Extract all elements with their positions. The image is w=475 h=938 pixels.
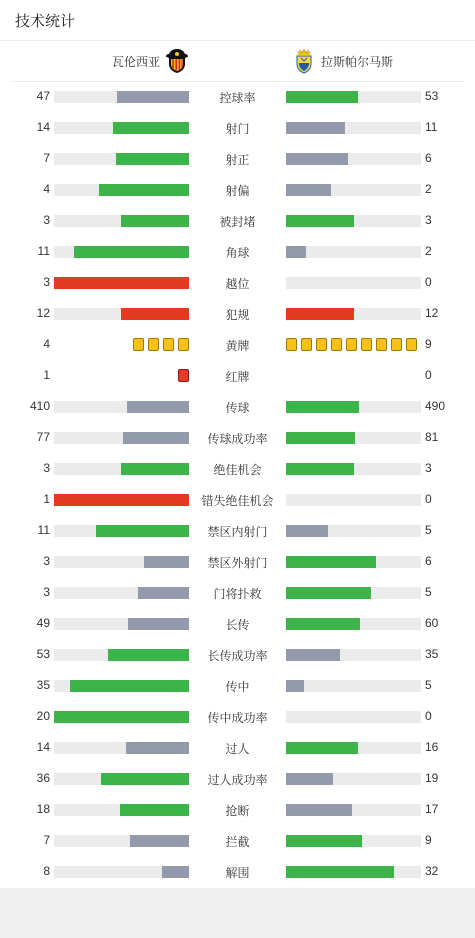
- home-value: 3: [43, 585, 50, 599]
- home-value: 47: [36, 89, 50, 103]
- home-value: 53: [36, 647, 50, 661]
- stat-row: [0, 702, 475, 733]
- stat-label: 角球: [225, 246, 250, 260]
- away-value: 60: [425, 616, 439, 630]
- away-bar-fill: [286, 184, 331, 196]
- home-bar-fill: [123, 432, 189, 444]
- yellow-card-icon: [148, 338, 159, 351]
- away-bar-track: [286, 618, 421, 630]
- home-value: 36: [36, 771, 50, 785]
- stat-row: [0, 299, 475, 330]
- away-value: 5: [425, 678, 432, 692]
- yellow-card-icon: [346, 338, 357, 351]
- away-bar-track: [286, 401, 421, 413]
- home-bar-fill: [127, 401, 189, 413]
- stat-row: [0, 82, 475, 113]
- home-bar-track: [54, 401, 189, 413]
- away-bar-fill: [286, 680, 304, 692]
- home-bar-fill: [116, 153, 189, 165]
- home-bar-fill: [138, 587, 189, 599]
- stat-label: 射偏: [225, 184, 250, 198]
- away-value: 9: [425, 833, 432, 847]
- home-bar-track: [54, 866, 189, 878]
- away-value: 0: [425, 709, 432, 723]
- away-bar-track: [286, 835, 421, 847]
- away-bar-track: [286, 587, 421, 599]
- stat-label: 控球率: [219, 91, 256, 105]
- away-bar-track: [286, 773, 421, 785]
- away-value: 3: [425, 213, 432, 227]
- yellow-card-icon: [376, 338, 387, 351]
- home-bar-fill: [144, 556, 189, 568]
- stat-label: 传中成功率: [207, 711, 268, 725]
- away-bar-fill: [286, 618, 360, 630]
- yellow-card-icon: [361, 338, 372, 351]
- yellow-card-icon: [178, 338, 189, 351]
- away-value: 490: [425, 399, 446, 413]
- stat-label: 犯规: [225, 308, 250, 322]
- away-bar-track: [286, 153, 421, 165]
- home-value: 3: [43, 275, 50, 289]
- home-bar-track: [54, 835, 189, 847]
- away-bar-fill: [286, 432, 355, 444]
- away-value: 35: [425, 647, 439, 661]
- away-value: 81: [425, 430, 439, 444]
- stat-label: 传中: [225, 680, 250, 694]
- home-team[interactable]: [112, 41, 189, 81]
- away-bar-fill: [286, 215, 354, 227]
- home-bar-track: [54, 432, 189, 444]
- home-value: 77: [36, 430, 50, 444]
- yellow-card-icon: [406, 338, 417, 351]
- home-bar-track: [54, 680, 189, 692]
- home-bar-track: [54, 525, 189, 537]
- home-bar-fill: [121, 463, 189, 475]
- yellow-card-icon: [316, 338, 327, 351]
- stat-row: [0, 764, 475, 795]
- away-bar-fill: [286, 835, 362, 847]
- away-bar-track: [286, 463, 421, 475]
- home-value: 7: [43, 151, 50, 165]
- yellow-card-icon: [133, 338, 144, 351]
- home-bar-track: [54, 711, 189, 723]
- away-team[interactable]: [292, 41, 393, 81]
- home-value: 3: [43, 554, 50, 568]
- stat-label: 被封堵: [219, 215, 256, 229]
- away-value: 3: [425, 461, 432, 475]
- stat-label: 传球: [225, 401, 250, 415]
- home-value: 14: [36, 740, 50, 754]
- home-bar-fill: [113, 122, 189, 134]
- away-bar-fill: [286, 308, 354, 320]
- home-bar-fill: [108, 649, 189, 661]
- home-value: 1: [43, 368, 50, 382]
- away-bar-track: [286, 556, 421, 568]
- home-bar-fill: [96, 525, 189, 537]
- las-palmas-crest-icon: [292, 48, 316, 74]
- away-bar-track: [286, 277, 421, 289]
- stat-label: 长传成功率: [207, 649, 268, 663]
- home-bar-track: [54, 649, 189, 661]
- home-bar-track: [54, 277, 189, 289]
- stat-label: 门将扑救: [213, 587, 262, 601]
- stat-row: [0, 795, 475, 826]
- away-bar-fill: [286, 556, 376, 568]
- stat-row: [0, 578, 475, 609]
- home-bar-fill: [126, 742, 189, 754]
- away-bar-fill: [286, 153, 348, 165]
- away-value: 6: [425, 554, 432, 568]
- away-value: 5: [425, 585, 432, 599]
- home-value: 3: [43, 213, 50, 227]
- away-value: 32: [425, 864, 439, 878]
- away-bar-fill: [286, 401, 359, 413]
- home-value: 49: [36, 616, 50, 630]
- away-bar-track: [286, 649, 421, 661]
- stat-label: 禁区外射门: [207, 556, 268, 570]
- page-title: 技术统计: [15, 13, 76, 30]
- away-bar-track: [286, 432, 421, 444]
- home-bar-fill: [54, 277, 189, 289]
- home-bar-fill: [128, 618, 189, 630]
- away-bar-track: [286, 91, 421, 103]
- stat-label: 越位: [225, 277, 250, 291]
- home-value: 14: [36, 120, 50, 134]
- stat-label: 传球成功率: [207, 432, 268, 446]
- home-value: 20: [36, 709, 50, 723]
- stat-row: [0, 733, 475, 764]
- stat-label: 过人成功率: [207, 773, 268, 787]
- home-bar-track: [54, 494, 189, 506]
- away-bar-track: [286, 494, 421, 506]
- home-value: 1: [43, 492, 50, 506]
- away-bar-track: [286, 804, 421, 816]
- stat-label: 拦截: [225, 835, 250, 849]
- home-bar-track: [54, 215, 189, 227]
- stat-row: [0, 423, 475, 454]
- home-bar-track: [54, 618, 189, 630]
- stat-row: [0, 206, 475, 237]
- home-value: 12: [36, 306, 50, 320]
- home-bar-fill: [130, 835, 189, 847]
- yellow-card-icon: [163, 338, 174, 351]
- home-bar-fill: [74, 246, 189, 258]
- home-bar-track: [54, 804, 189, 816]
- home-value: 3: [43, 461, 50, 475]
- away-value: 53: [425, 89, 439, 103]
- away-bar-track: [286, 711, 421, 723]
- home-bar-track: [54, 122, 189, 134]
- yellow-card-icon: [391, 338, 402, 351]
- yellow-card-icon: [301, 338, 312, 351]
- away-bar-fill: [286, 804, 352, 816]
- home-value: 35: [36, 678, 50, 692]
- yellow-card-icon: [286, 338, 297, 351]
- away-bar-fill: [286, 463, 354, 475]
- away-bar-fill: [286, 525, 328, 537]
- away-value: 11: [425, 120, 438, 134]
- away-bar-fill: [286, 649, 340, 661]
- away-value: 17: [425, 802, 439, 816]
- away-value: 9: [425, 337, 432, 351]
- home-bar-track: [54, 246, 189, 258]
- home-value: 18: [36, 802, 50, 816]
- away-bar-track: [286, 525, 421, 537]
- yellow-card-icon: [331, 338, 342, 351]
- stat-label: 错失绝佳机会: [201, 494, 274, 508]
- away-bar-track: [286, 122, 421, 134]
- away-bar-fill: [286, 122, 345, 134]
- away-bar-track: [286, 680, 421, 692]
- stat-label: 黄牌: [225, 339, 250, 353]
- home-bar-fill: [99, 184, 189, 196]
- stat-row: [0, 826, 475, 857]
- stat-row: [0, 454, 475, 485]
- away-value: 0: [425, 492, 432, 506]
- away-bar-track: [286, 184, 421, 196]
- stat-row: [0, 485, 475, 516]
- stat-row: [0, 113, 475, 144]
- stat-row: [0, 857, 475, 888]
- away-value: 0: [425, 275, 432, 289]
- away-value: 2: [425, 182, 432, 196]
- home-bar-track: [54, 153, 189, 165]
- away-bar-track: [286, 308, 421, 320]
- away-value: 12: [425, 306, 439, 320]
- home-bar-fill: [54, 494, 189, 506]
- stat-label: 长传: [225, 618, 250, 632]
- stat-row: [0, 175, 475, 206]
- teams-header: [10, 41, 465, 82]
- away-bar-track: [286, 246, 421, 258]
- stat-row: [0, 671, 475, 702]
- stat-row: [0, 237, 475, 268]
- stat-label: 抢断: [225, 804, 250, 818]
- home-bar-fill: [117, 91, 189, 103]
- stat-label: 绝佳机会: [213, 463, 262, 477]
- home-bar-track: [54, 556, 189, 568]
- home-bar-track: [54, 91, 189, 103]
- away-value: 0: [425, 368, 432, 382]
- stat-label: 射正: [225, 153, 250, 167]
- away-bar-fill: [286, 246, 306, 258]
- home-bar-fill: [162, 866, 189, 878]
- away-bar-fill: [286, 742, 358, 754]
- home-bar-track: [54, 587, 189, 599]
- home-value: 7: [43, 833, 50, 847]
- home-bar-track: [54, 184, 189, 196]
- home-value: 410: [29, 399, 50, 413]
- home-bar-fill: [101, 773, 189, 785]
- stat-row: [0, 361, 475, 392]
- away-value: 5: [425, 523, 432, 537]
- away-bar-track: [286, 215, 421, 227]
- stat-row: [0, 392, 475, 423]
- home-value: 4: [43, 337, 50, 351]
- stats-header: [0, 0, 475, 41]
- stat-row: [0, 330, 475, 361]
- home-bar-track: [54, 742, 189, 754]
- stat-row: [0, 640, 475, 671]
- home-bar-fill: [70, 680, 189, 692]
- stat-label: 过人: [225, 742, 250, 756]
- away-bar-fill: [286, 773, 333, 785]
- away-team-name: 拉斯帕尔马斯: [321, 54, 394, 69]
- stat-row: [0, 144, 475, 175]
- stat-row: [0, 609, 475, 640]
- home-value: 4: [43, 182, 50, 196]
- home-value: 11: [37, 523, 50, 537]
- stat-row: [0, 268, 475, 299]
- red-card-icon: [178, 369, 189, 382]
- away-bar-track: [286, 866, 421, 878]
- home-bar-track: [54, 773, 189, 785]
- home-value: 11: [37, 244, 50, 258]
- home-bar-fill: [121, 215, 189, 227]
- away-bar-fill: [286, 91, 358, 103]
- home-bar-track: [54, 463, 189, 475]
- home-bar-fill: [120, 804, 189, 816]
- home-bar-fill: [121, 308, 189, 320]
- stat-row: [0, 547, 475, 578]
- stat-label: 解围: [225, 866, 250, 880]
- home-team-name: 瓦伦西亚: [111, 54, 160, 69]
- away-value: 6: [425, 151, 432, 165]
- stat-label: 红牌: [225, 370, 250, 384]
- away-value: 16: [425, 740, 439, 754]
- stat-label: 禁区内射门: [207, 525, 268, 539]
- valencia-bat-crest-icon: [165, 48, 189, 74]
- home-value: 8: [43, 864, 50, 878]
- away-bar-fill: [286, 587, 371, 599]
- home-bar-track: [54, 308, 189, 320]
- away-value: 2: [425, 244, 432, 258]
- stats-list: [0, 82, 475, 888]
- away-bar-fill: [286, 866, 394, 878]
- away-bar-track: [286, 742, 421, 754]
- stat-label: 射门: [225, 122, 250, 136]
- away-value: 19: [425, 771, 439, 785]
- stat-row: [0, 516, 475, 547]
- home-bar-fill: [54, 711, 189, 723]
